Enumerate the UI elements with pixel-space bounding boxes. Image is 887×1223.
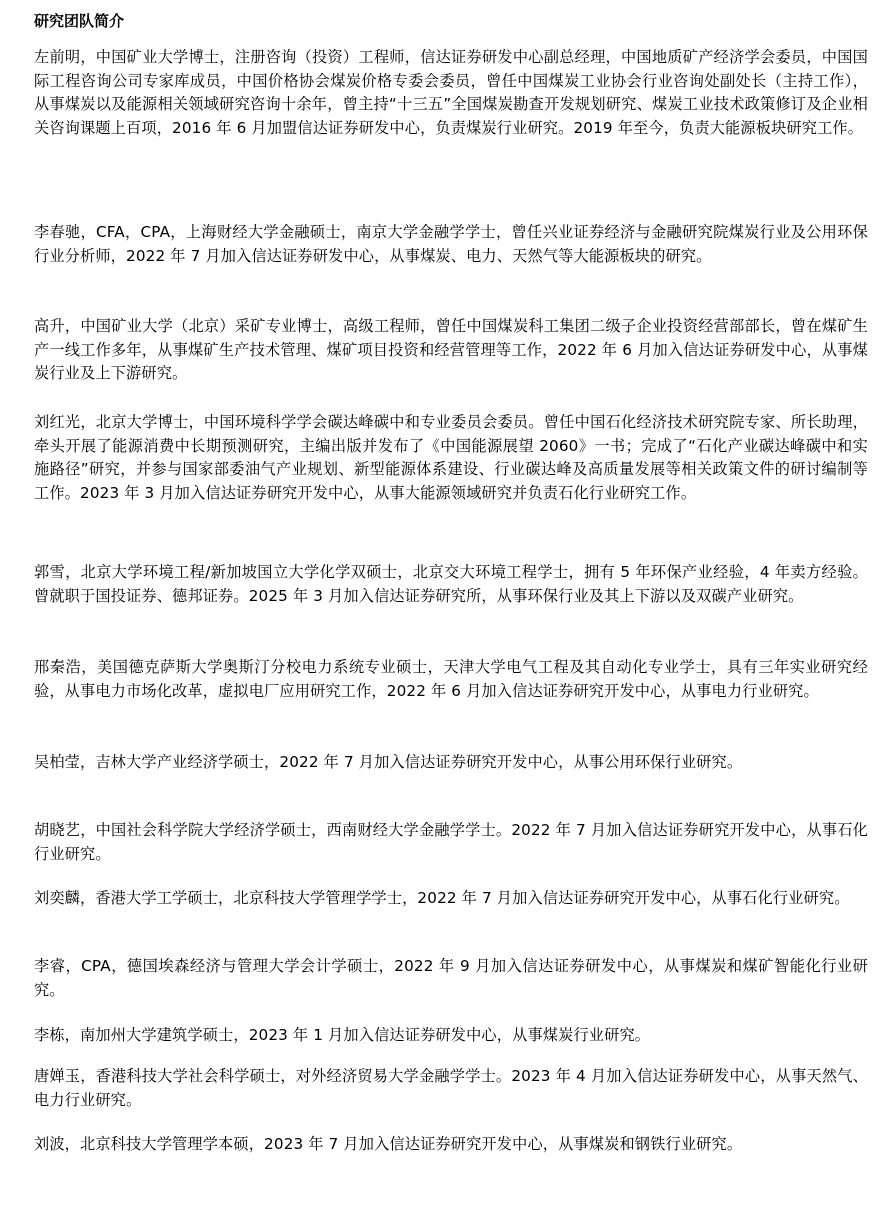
page-title: 研究团队简介 (34, 12, 125, 30)
bio-paragraph: 郭雪，北京大学环境工程/新加坡国立大学化学双硕士，北京交大环境工程学士，拥有 5 年环保产业经验，4 年卖方经验。曾就职于国投证券、德邦证券。2025 年 3 月加入信达证券研究所，从事环保行业及其上下游以及双碳产业研究。 (34, 563, 868, 605)
bio-paragraph: 李睿，CPA，德国埃森经济与管理大学会计学硕士，2022 年 9 月加入信达证券研发中心，从事煤炭和煤矿智能化行业研究。 (34, 957, 868, 999)
bio-paragraph: 吴柏莹，吉林大学产业经济学硕士，2022 年 7 月加入信达证券研究开发中心，从事公用环保行业研究。 (34, 753, 743, 771)
bio-paragraph: 高升，中国矿业大学（北京）采矿专业博士，高级工程师，曾任中国煤炭科工集团二级子企业投资经营部部长，曾在煤矿生产一线工作多年，从事煤矿生产技术管理、煤矿项目投资和经营管理等工作，2022 年 6 月加入信达证券研发中心，从事煤炭行业及上下游研究。 (34, 317, 868, 383)
bio-paragraph: 刘奕麟，香港大学工学硕士，北京科技大学管理学学士，2022 年 7 月加入信达证券研究开发中心，从事石化行业研究。 (34, 889, 850, 907)
bio-paragraph: 邢秦浩，美国德克萨斯大学奥斯汀分校电力系统专业硕士，天津大学电气工程及其自动化专业学士，具有三年实业研究经验，从事电力市场化改革，虚拟电厂应用研究工作，2022 年 6 月加入信达证券研究开发中心，从事电力行业研究。 (34, 658, 868, 700)
bio-paragraph: 左前明，中国矿业大学博士，注册咨询（投资）工程师，信达证券研发中心副总经理，中国地质矿产经济学会委员，中国国际工程咨询公司专家库成员，中国价格协会煤炭价格专委会委员，曾任中国煤炭工业协会行业咨询处副处长（主持工作），从事煤炭以及能源相关领域研究咨询十余年，曾主持“十三五”全国煤炭勘查开发规划研究、煤炭工业技术政策修订及企业相关咨询课题上百项，2016 年 6 月加盟信达证券研发中心，负责煤炭行业研究。2019 年至今，负责大能源板块研究工作。 (34, 48, 868, 137)
bio-paragraph: 唐婵玉，香港科技大学社会科学硕士，对外经济贸易大学金融学学士。2023 年 4 月加入信达证券研发中心，从事天然气、电力行业研究。 (34, 1067, 868, 1109)
bio-paragraph: 胡晓艺，中国社会科学院大学经济学硕士，西南财经大学金融学学士。2022 年 7 月加入信达证券研究开发中心，从事石化行业研究。 (34, 821, 868, 863)
bio-paragraph: 刘红光，北京大学博士，中国环境科学学会碳达峰碳中和专业委员会委员。曾任中国石化经济技术研究院专家、所长助理，牵头开展了能源消费中长期预测研究，主编出版并发布了《中国能源展望 2060》一书；完成了“石化产业碳达峰碳中和实施路径”研究，并参与国家部委油气产业规划、新型能源体系建设、行业碳达峰及高质量发展等相关政策文件的研讨编制等工作。2023 年 3 月加入信达证券研究开发中心，从事大能源领域研究并负责石化行业研究工作。 (34, 413, 868, 502)
bio-paragraph: 李栋，南加州大学建筑学硕士，2023 年 1 月加入信达证券研发中心，从事煤炭行业研究。 (34, 1026, 651, 1044)
bio-paragraph: 李春驰，CFA，CPA，上海财经大学金融硕士，南京大学金融学学士，曾任兴业证券经济与金融研究院煤炭行业及公用环保行业分析师，2022 年 7 月加入信达证券研发中心，从事煤炭、电力、天然气等大能源板块的研究。 (34, 223, 868, 265)
bio-paragraph: 刘波，北京科技大学管理学本硕，2023 年 7 月加入信达证券研究开发中心，从事煤炭和钢铁行业研究。 (34, 1135, 743, 1153)
